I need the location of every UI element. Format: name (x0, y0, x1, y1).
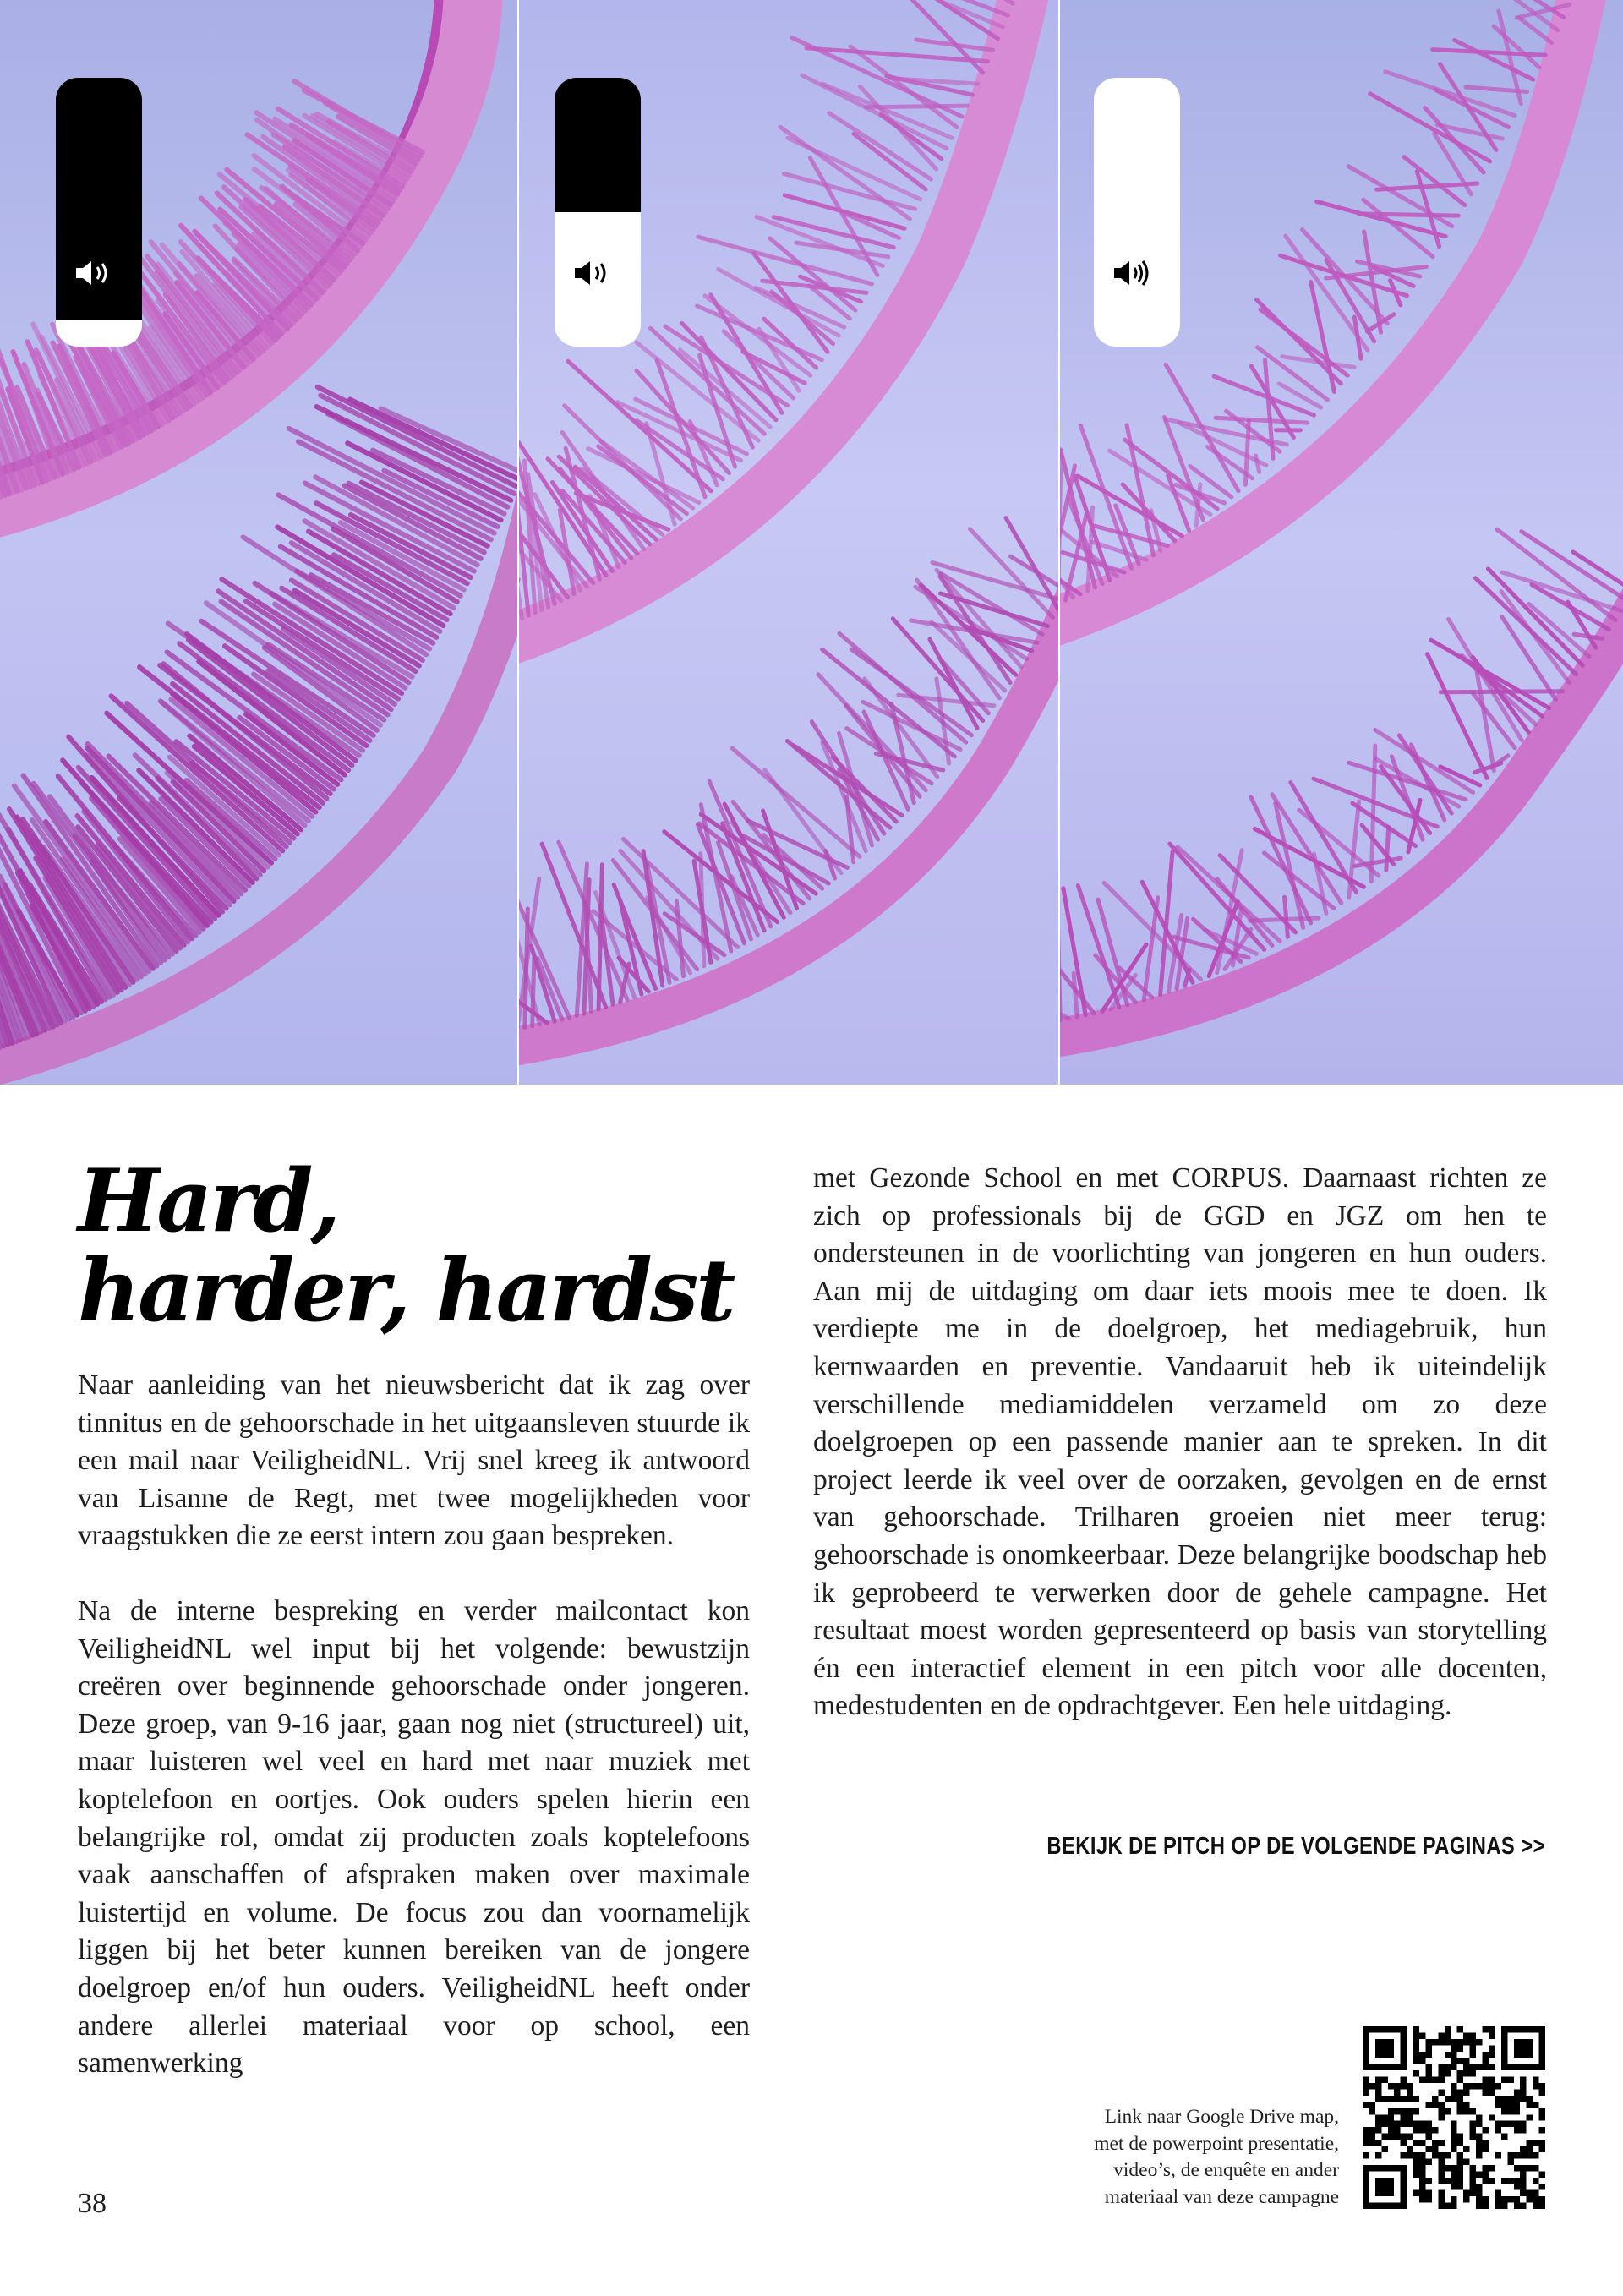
title-line-2: harder, hardst (78, 1240, 734, 1342)
volume-indicator (1094, 78, 1180, 347)
paragraph-continuation: met Gezonde School en met CORPUS. Daarnaast richten ze zich op professionals bij de GGD en JGZ om hen te ondersteunen in de voorlichting van jongeren en hun ouders. Aan mij de uitdaging om daar iets moois mee te doen. Ik verdiepte me in de doelgroep, het mediagebruik, hun kernwaarden en preventie. Vandaaruit heb ik uiteindelijk verschillende mediamiddelen verzameld om zo deze doelgroepen op een passende manier aan te spreken. In dit project leerde ik veel over de oorzaken, gevolgen en de ernst van gehoorschade. Trilharen groeien niet meer terug: gehoorschade is onomkeerbaar. Deze belangrijke boodschap heb ik geprobeerd te verwerken door de gehele campagne. Het resultaat moest worden gepresenteerd op basis van storytelling én een interactief element in een pitch voor alle docenten, medestudenten en de opdrachtgever. Een hele uitdaging. (813, 1162, 1547, 1722)
qr-caption-line: Link naar Google Drive map, (1104, 2106, 1339, 2128)
fringe-strand (866, 106, 968, 107)
title-line-1: Hard, (78, 1151, 339, 1252)
photo-panel-3 (1060, 0, 1623, 1085)
speaker-high-icon (1112, 259, 1161, 287)
fringe-strand (1359, 214, 1459, 216)
right-column (813, 1160, 1547, 1725)
qr-caption-line: video’s, de enquête en ander (1113, 2159, 1339, 2181)
volume-indicator (56, 78, 142, 347)
speaker-low-icon (573, 259, 622, 287)
qr-caption-line: met de powerpoint presentatie, (1094, 2132, 1339, 2155)
photo-panel-1 (0, 0, 517, 1085)
article-title (78, 1151, 734, 1342)
speaker-low-icon (74, 259, 123, 287)
photo-panel-2 (519, 0, 1058, 1085)
paragraph-briefing: Na de interne bespreking en verder mailcontact kon VeiligheidNL wel input bij het volgende: bewustzijn creëren over beginnende gehoorschade onder jongeren. Deze groep, van 9-16 jaar, gaan nog niet (structureel) uit, maar luisteren wel veel en hard met naar muziek met koptelefoon en oortjes. Ook ouders spelen hierin een belangrijke rol, omdat zij producten zoals koptelefoons vaak aanschaffen of afspraken maken over maximale luistertijd en volume. De focus zou dan voornamelijk liggen bij het beter kunnen bereiken van de jongere doelgroep en/of hun ouders. VeiligheidNL heeft onder andere allerlei materiaal voor op school, een samenwerking (78, 1594, 750, 2080)
qr-code[interactable] (1363, 2026, 1545, 2209)
qr-caption (984, 2104, 1339, 2211)
paragraph-intro: Naar aanleiding van het nieuwsbericht dat ik zag over tinnitus en de gehoorschade in het uitgaansleven stuurde ik een mail naar VeiligheidNL. Vrij snel kreeg ik antwoord van Lisanne de Regt, met twee mogelijkheden voor vraagstukken die ze eerst intern zou gaan bespreken. (78, 1369, 750, 1552)
qr-caption-line: materiaal van deze campagne (1104, 2185, 1339, 2208)
left-column (78, 1367, 750, 2083)
fringe-strand (1250, 918, 1319, 921)
pitch-link[interactable]: BEKIJK DE PITCH OP DE VOLGENDE PAGINAS >> (1046, 1833, 1545, 1860)
fringe-strand (1386, 827, 1389, 870)
volume-indicator (555, 78, 641, 347)
page-number: 38 (78, 2188, 107, 2219)
volume-fill (555, 78, 641, 212)
